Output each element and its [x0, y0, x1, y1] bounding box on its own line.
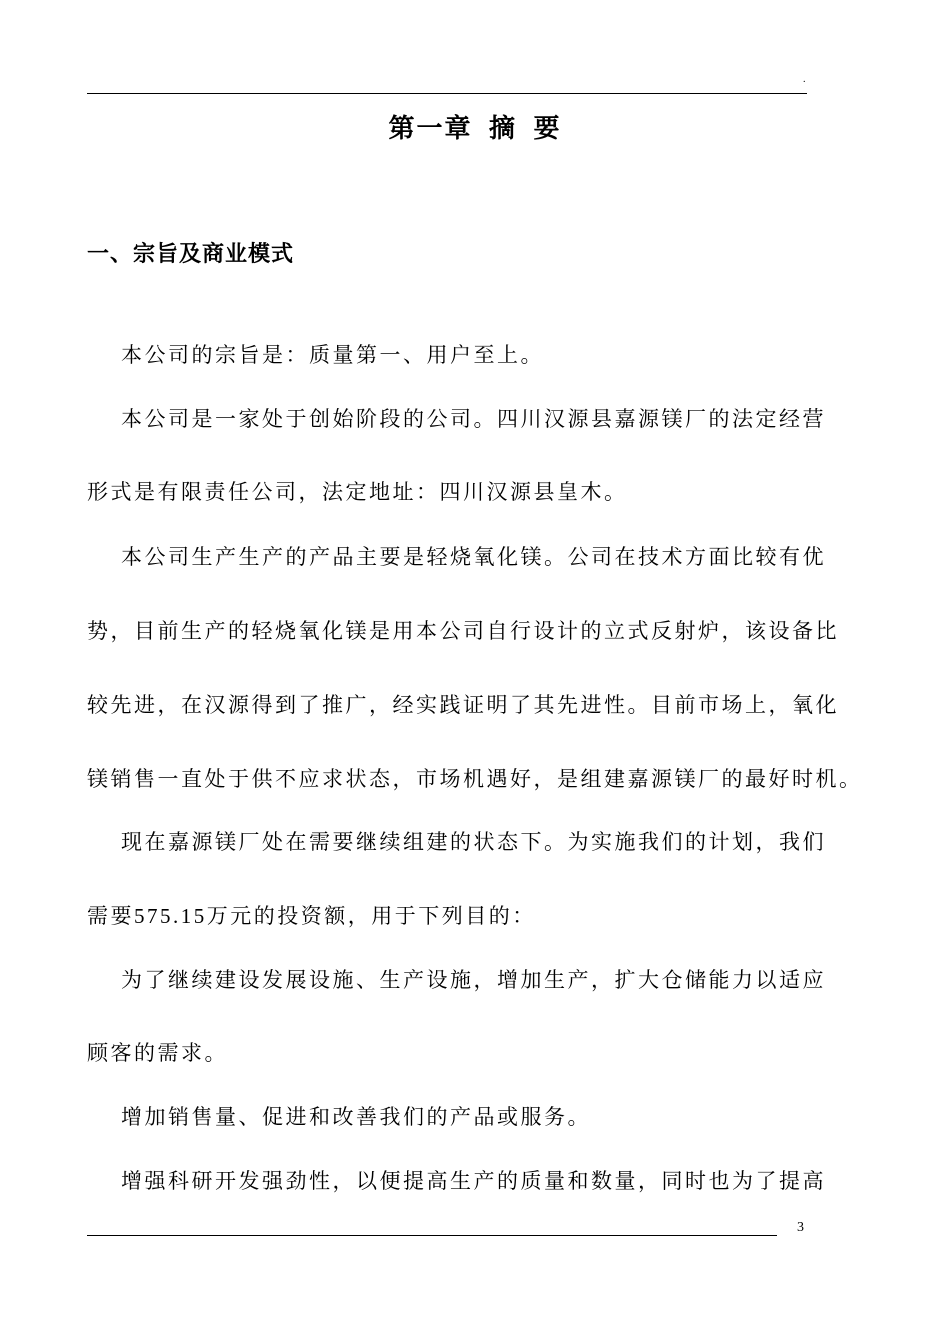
header-mark: .: [803, 74, 806, 85]
chapter-title: 第一章 摘 要: [388, 114, 562, 143]
text-line: 顾客的需求。: [87, 1041, 228, 1065]
text-line: 本公司是一家处于创始阶段的公司。四川汉源县嘉源镁厂的法定经营: [121, 407, 826, 431]
text-line: 镁销售一直处于供不应求状态，市场机遇好，是组建嘉源镁厂的最好时机。: [87, 767, 863, 791]
footer-rule: [87, 1235, 777, 1236]
text-line: 现在嘉源镁厂处在需要继续组建的状态下。为实施我们的计划，我们: [121, 830, 826, 854]
text-line: 本公司的宗旨是：质量第一、用户至上。: [121, 343, 544, 367]
text-line: 形式是有限责任公司，法定地址：四川汉源县皇木。: [87, 480, 628, 504]
text-line: 需要575.15万元的投资额，用于下列目的：: [87, 904, 536, 928]
text-line: 较先进，在汉源得到了推广，经实践证明了其先进性。目前市场上，氧化: [87, 693, 839, 717]
page-number: 3: [797, 1220, 804, 1235]
text-line: 为了继续建设发展设施、生产设施，增加生产，扩大仓储能力以适应: [121, 968, 826, 992]
header-rule: [87, 93, 807, 94]
text-line: 增强科研开发强劲性，以便提高生产的质量和数量，同时也为了提高: [121, 1169, 826, 1193]
text-line: 势，目前生产的轻烧氧化镁是用本公司自行设计的立式反射炉，该设备比: [87, 619, 839, 643]
text-line: 本公司生产生产的产品主要是轻烧氧化镁。公司在技术方面比较有优: [121, 545, 826, 569]
text-line: 增加销售量、促进和改善我们的产品或服务。: [121, 1105, 591, 1129]
section-heading: 一、宗旨及商业模式: [87, 241, 295, 266]
